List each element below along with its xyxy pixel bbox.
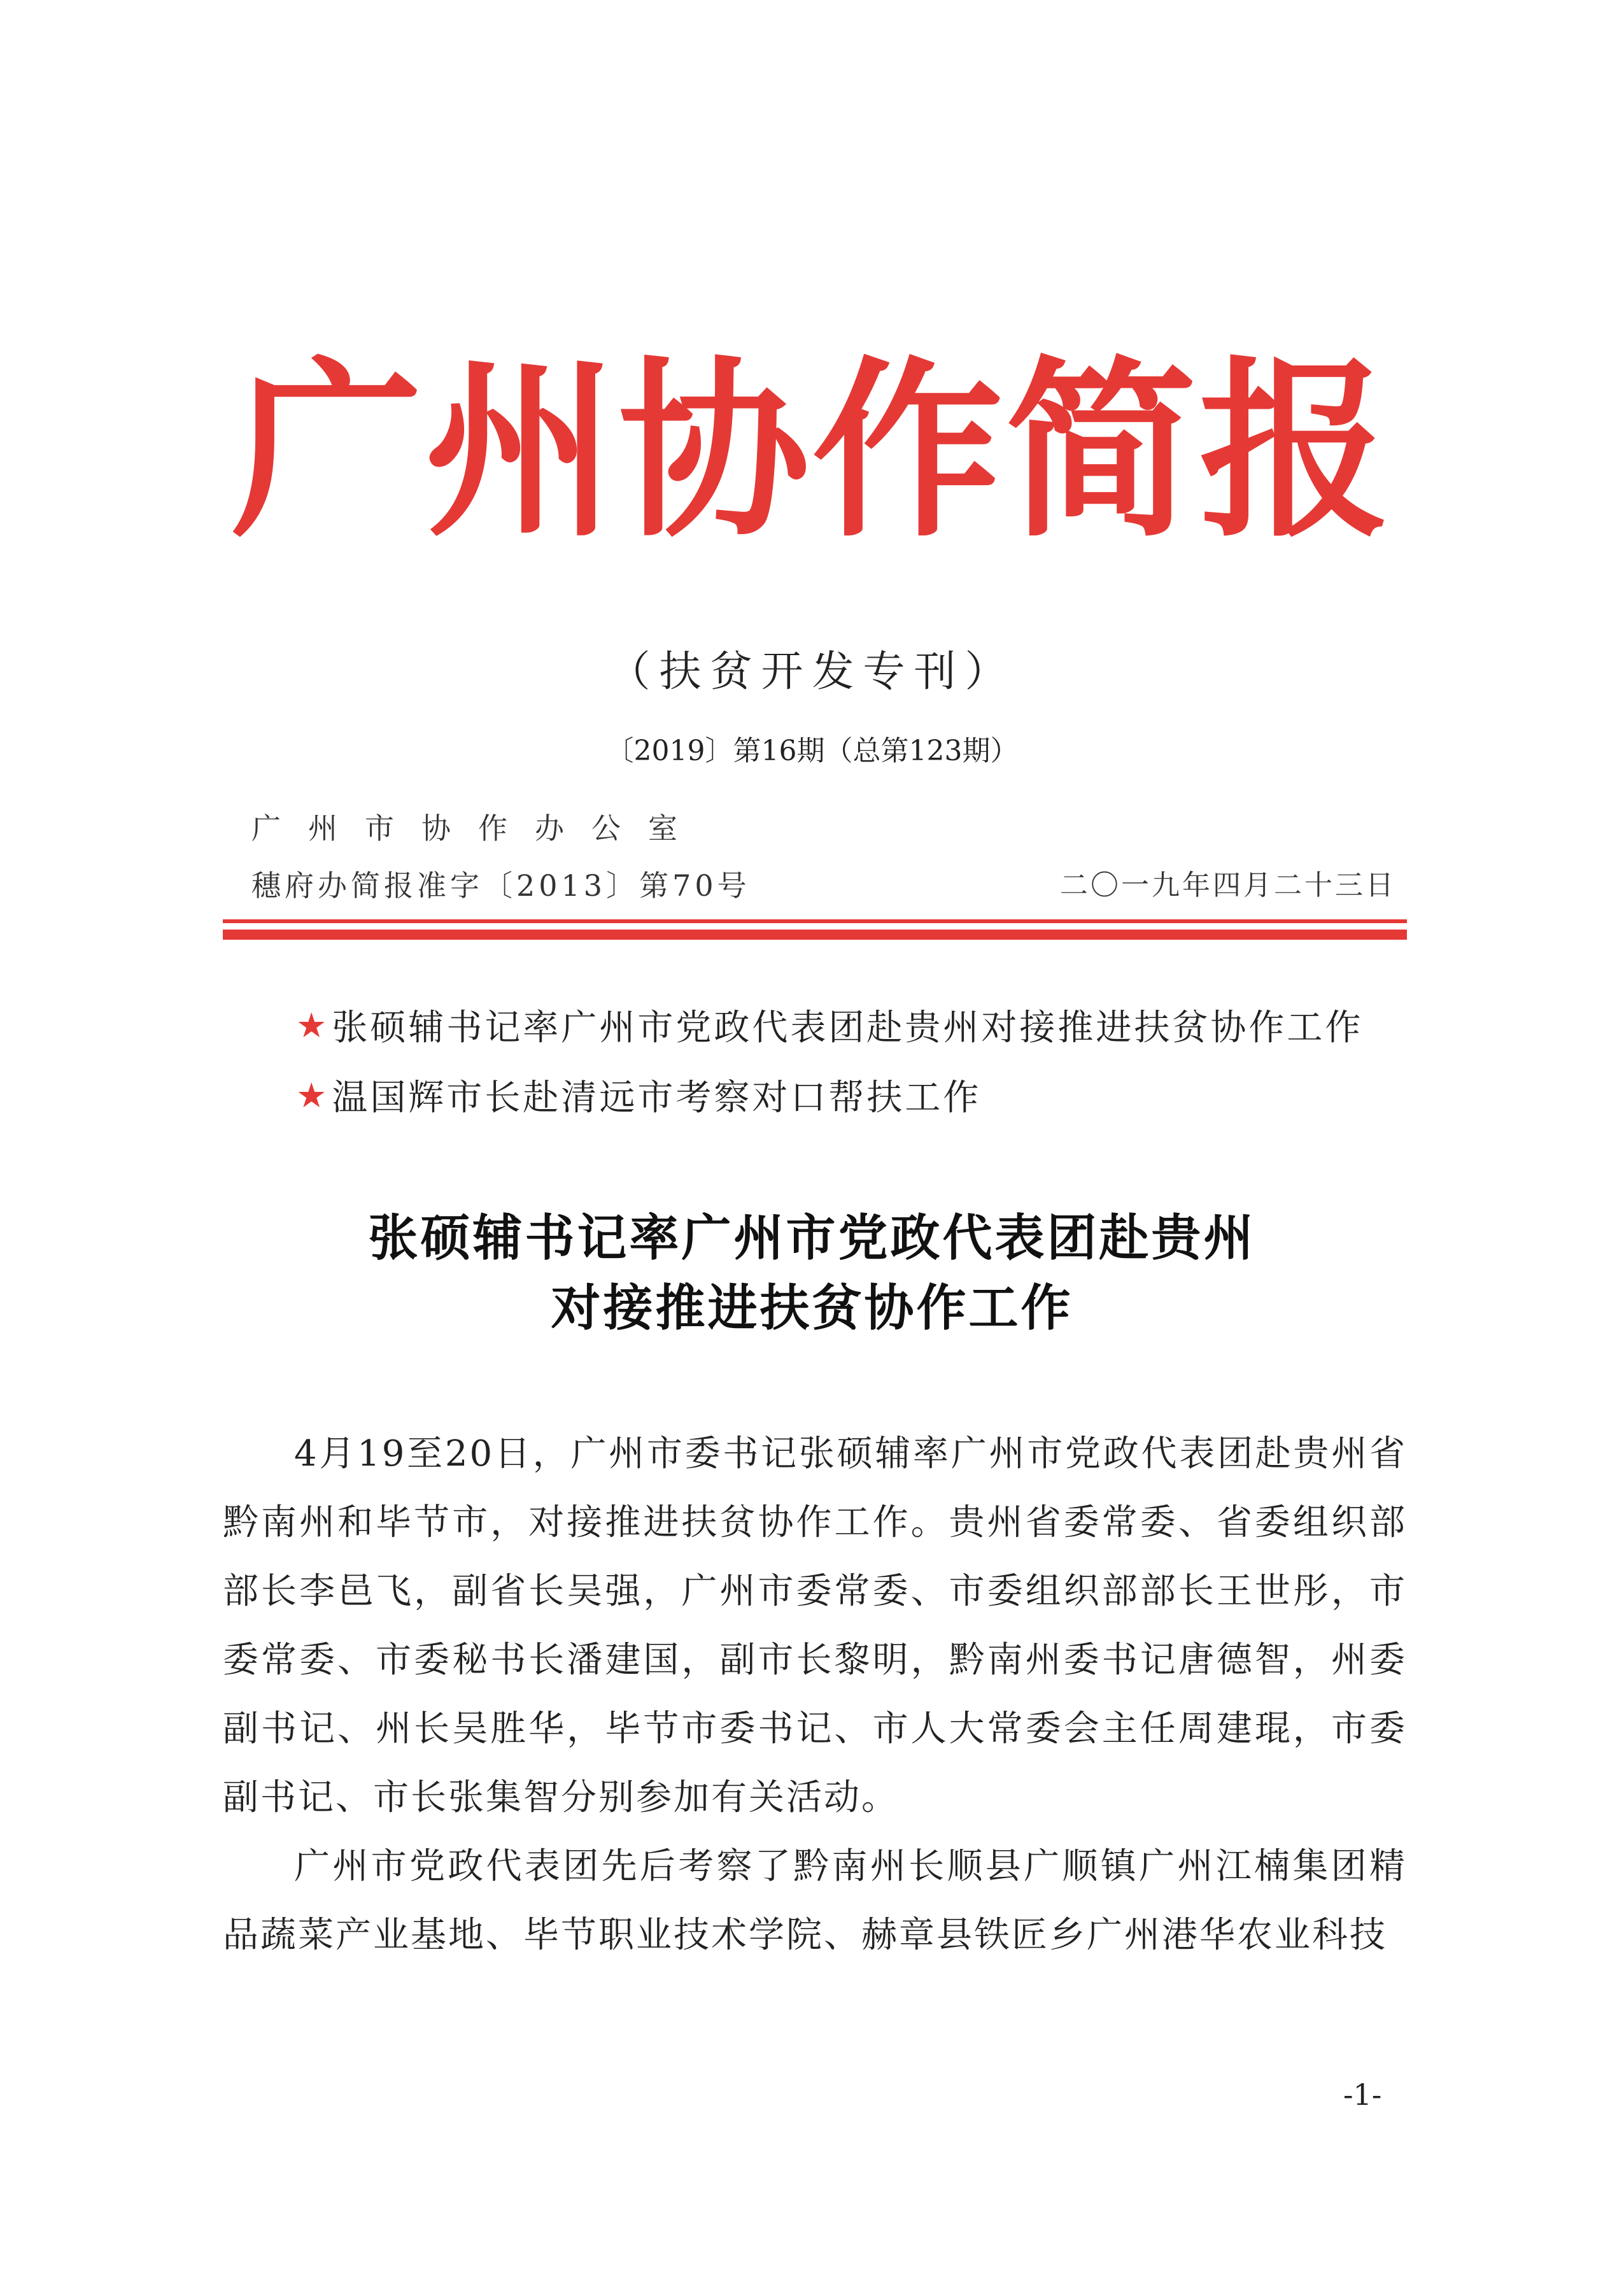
article-paragraph: 广州市党政代表团先后考察了黔南州长顺县广顺镇广州江楠集团精品蔬菜产业基地、毕节职业技术学院、赫章县铁匠乡广州港华农业科技 — [223, 1846, 1407, 1956]
article-paragraph: 4月19至20日，广州市委书记张硕辅率广州市党政代表团赴贵州省黔南州和毕节市，对接推进扶贫协作工作。贵州省委常委、省委组织部部长李邑飞，副省长吴强，广州市委常委、市委组织部部长王世彤，市委常委、市委秘书长潘建国，副市长黎明，黔南州委书记唐德智，州委副书记、州长吴胜华，毕节市委书记、市人大常委会主任周建琨，市委副书记、市长张集智分别参加有关活动。 — [223, 1433, 1407, 1818]
article-title — [0, 1203, 1624, 1343]
masthead-title: 广州协作简报 — [231, 341, 1393, 563]
issue-number: 〔2019〕第16期（总第123期） — [605, 735, 1019, 767]
page-number: -1- — [1343, 2077, 1382, 2112]
toc-item-label: 温国辉市长赴清远市考察对口帮扶工作 — [332, 1077, 982, 1119]
permit-number: 穗府办简报准字〔2013〕第70号 — [251, 868, 751, 903]
issuing-office: 广州市协作办公室 — [251, 811, 705, 845]
issue-date: 二〇一九年四月二十三日 — [1060, 869, 1396, 902]
toc-item-label: 张硕辅书记率广州市党政代表团赴贵州对接推进扶贫协作工作 — [332, 1007, 1364, 1049]
article-title-line2: 对接推进扶贫协作工作 — [551, 1279, 1073, 1337]
star-icon: ★ — [296, 1075, 330, 1115]
article-title-line1: 张硕辅书记率广州市党政代表团赴贵州 — [368, 1209, 1256, 1267]
special-issue-subtitle: （扶贫开发专刊） — [608, 647, 1016, 696]
toc-item[interactable] — [296, 990, 1442, 1060]
table-of-contents — [296, 990, 1442, 1130]
toc-item[interactable] — [296, 1060, 1442, 1130]
divider-thin — [223, 919, 1407, 923]
divider-thick — [223, 930, 1407, 940]
article-body — [223, 1420, 1407, 1970]
star-icon: ★ — [296, 1005, 330, 1045]
